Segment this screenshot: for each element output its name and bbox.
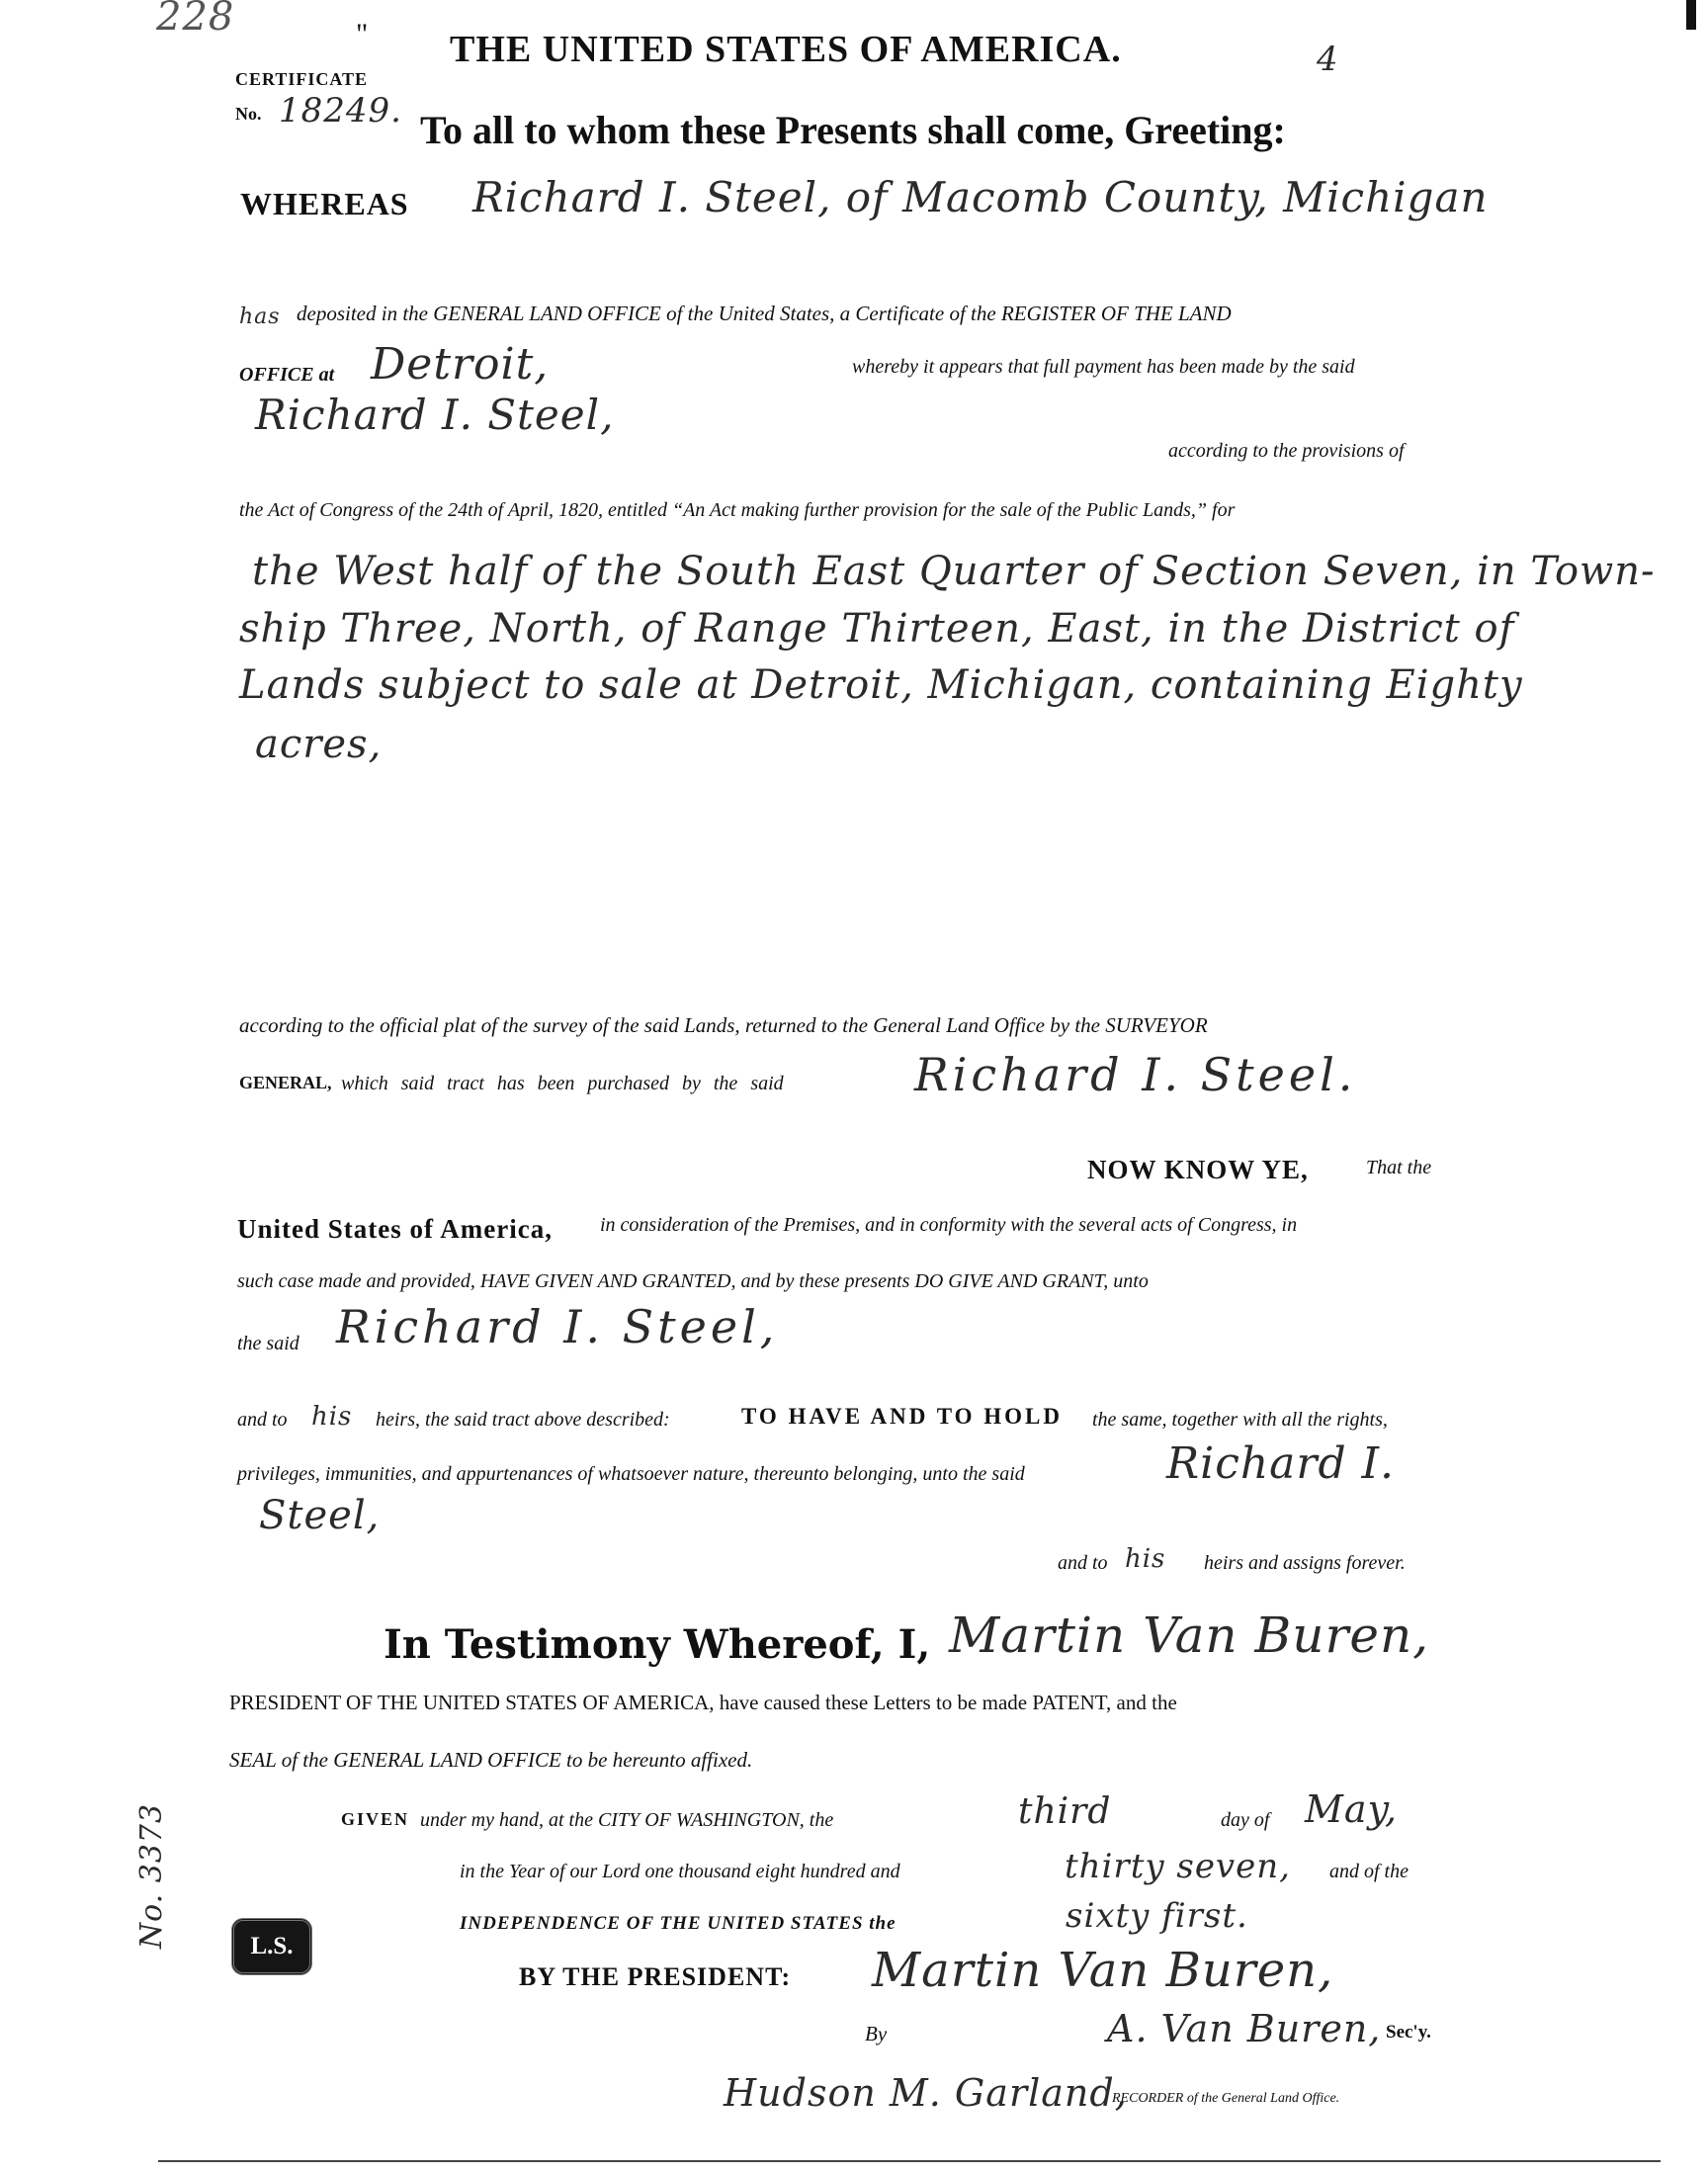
given-day: third: [1018, 1791, 1112, 1832]
office-place: Detroit,: [371, 339, 550, 390]
testimony-line-2: SEAL of the GENERAL LAND OFFICE to be hereunto affixed.: [229, 1748, 753, 1772]
land-description-line: ship Three, North, of Range Thirteen, East, in the District of: [239, 606, 1515, 652]
secy-label: Sec'y.: [1386, 2022, 1431, 2043]
his-pronoun: his: [311, 1402, 353, 1432]
given-label: GIVEN: [341, 1809, 410, 1829]
testimony-line-1: PRESIDENT OF THE UNITED STATES OF AMERICA, have caused these Letters to be made PATENT, and the: [229, 1691, 1177, 1714]
privileges-text: privileges, immunities, and appurtenances of whatsoever nature, thereunto belonging, unto the said: [237, 1463, 1025, 1485]
document-title: THE UNITED STATES OF AMERICA.: [450, 29, 1122, 70]
president-signature: Martin Van Buren,: [872, 1943, 1334, 1998]
given-month: May,: [1305, 1787, 1399, 1831]
given-year: thirty seven,: [1065, 1847, 1291, 1886]
year-text: in the Year of our Lord one thousand eight hundred and: [460, 1861, 900, 1882]
certificate-label: CERTIFICATE: [235, 69, 369, 89]
grantee-name-2b: Steel,: [259, 1493, 381, 1538]
day-of-label: day of: [1221, 1809, 1270, 1831]
corner-mark-right: 4: [1317, 40, 1339, 79]
purchaser-name: Richard I. Steel.: [914, 1048, 1357, 1101]
given-text: under my hand, at the CITY OF WASHINGTON, the: [420, 1809, 834, 1831]
such-case-text: such case made and provided, HAVE GIVEN AND GRANTED, and by these presents DO GIVE AND GRANT, unto: [237, 1270, 1149, 1292]
recorder-title: RECORDER of the General Land Office.: [1112, 2091, 1340, 2106]
plat-line-1: according to the official plat of the survey of the said Lands, returned to the General Land Office by the SURVEYOR: [239, 1013, 1208, 1037]
bottom-rule: [158, 2160, 1661, 2162]
greeting: To all to whom these Presents shall come, Greeting:: [420, 108, 1286, 152]
and-to-label-2: and to: [1058, 1552, 1108, 1574]
whereas-label: WHEREAS: [240, 186, 409, 221]
land-description-line: the West half of the South East Quarter of Section Seven, in Town-: [252, 549, 1656, 594]
independence-text: INDEPENDENCE OF THE UNITED STATES the: [460, 1913, 897, 1934]
grantee-name: Richard I. Steel,: [336, 1300, 779, 1353]
surveyor-general: GENERAL,: [239, 1073, 332, 1092]
president-signature-testimony: Martin Van Buren,: [949, 1607, 1430, 1664]
grantee-name-2a: Richard I.: [1166, 1438, 1395, 1489]
testimony-heading: In Testimony Whereof, I,: [384, 1621, 931, 1668]
now-know-ye: NOW KNOW YE,: [1087, 1155, 1309, 1184]
payer-name: Richard I. Steel,: [255, 391, 615, 439]
by-label: By: [865, 2022, 888, 2045]
plat-line-2: which said tract has been purchased by the said: [341, 1073, 784, 1094]
deposit-line-1: deposited in the GENERAL LAND OFFICE of the United States, a Certificate of the REGISTER OF THE LAND: [297, 302, 1232, 325]
heirs-line: heirs, the said tract above described:: [376, 1409, 670, 1431]
that-the: That the: [1366, 1157, 1432, 1178]
habendum: TO HAVE AND TO HOLD: [741, 1404, 1063, 1429]
page-number: 228: [156, 0, 235, 40]
margin-note: No. 3373: [134, 1802, 170, 1950]
ls-seal-label: L.S.: [250, 1933, 294, 1959]
and-to-label: and to: [237, 1409, 288, 1431]
ls-seal: [231, 1918, 312, 1975]
heirs-line-end: the same, together with all the rights,: [1092, 1409, 1388, 1431]
land-description-line: Lands subject to sale at Detroit, Michigan, containing Eighty: [239, 662, 1523, 708]
heirs-and-assigns: heirs and assigns forever.: [1204, 1552, 1406, 1574]
the-said-label: the said: [237, 1333, 299, 1354]
edge-mark: [1686, 0, 1696, 30]
by-the-president: BY THE PRESIDENT:: [519, 1962, 792, 1991]
independence-year: sixty first.: [1066, 1896, 1248, 1936]
secretary-signature: A. Van Buren,: [1107, 2007, 1382, 2050]
consideration-text: in consideration of the Premises, and in conformity with the several acts of Congress, in: [600, 1214, 1298, 1236]
whereas-party: Richard I. Steel, of Macomb County, Michigan: [472, 173, 1489, 221]
certificate-number: 18249.: [279, 91, 402, 130]
deposit-has: has: [239, 304, 281, 329]
land-description-line: acres,: [255, 722, 383, 767]
recorder-signature: Hudson M. Garland,: [724, 2071, 1128, 2115]
according-text: according to the provisions of: [1168, 440, 1405, 462]
corner-mark: ": [356, 18, 369, 50]
and-of-the: and of the: [1329, 1861, 1409, 1882]
his-pronoun-2: his: [1125, 1544, 1166, 1574]
certificate-no-label: No.: [235, 104, 262, 124]
united-states-of-america: United States of America,: [237, 1214, 553, 1244]
office-at-label: OFFICE at: [239, 364, 335, 386]
act-of-congress: the Act of Congress of the 24th of April, 1820, entitled “An Act making further provision for the sale of the Public Lands,” for: [239, 499, 1236, 521]
whereby-text: whereby it appears that full payment has been made by the said: [852, 356, 1355, 378]
